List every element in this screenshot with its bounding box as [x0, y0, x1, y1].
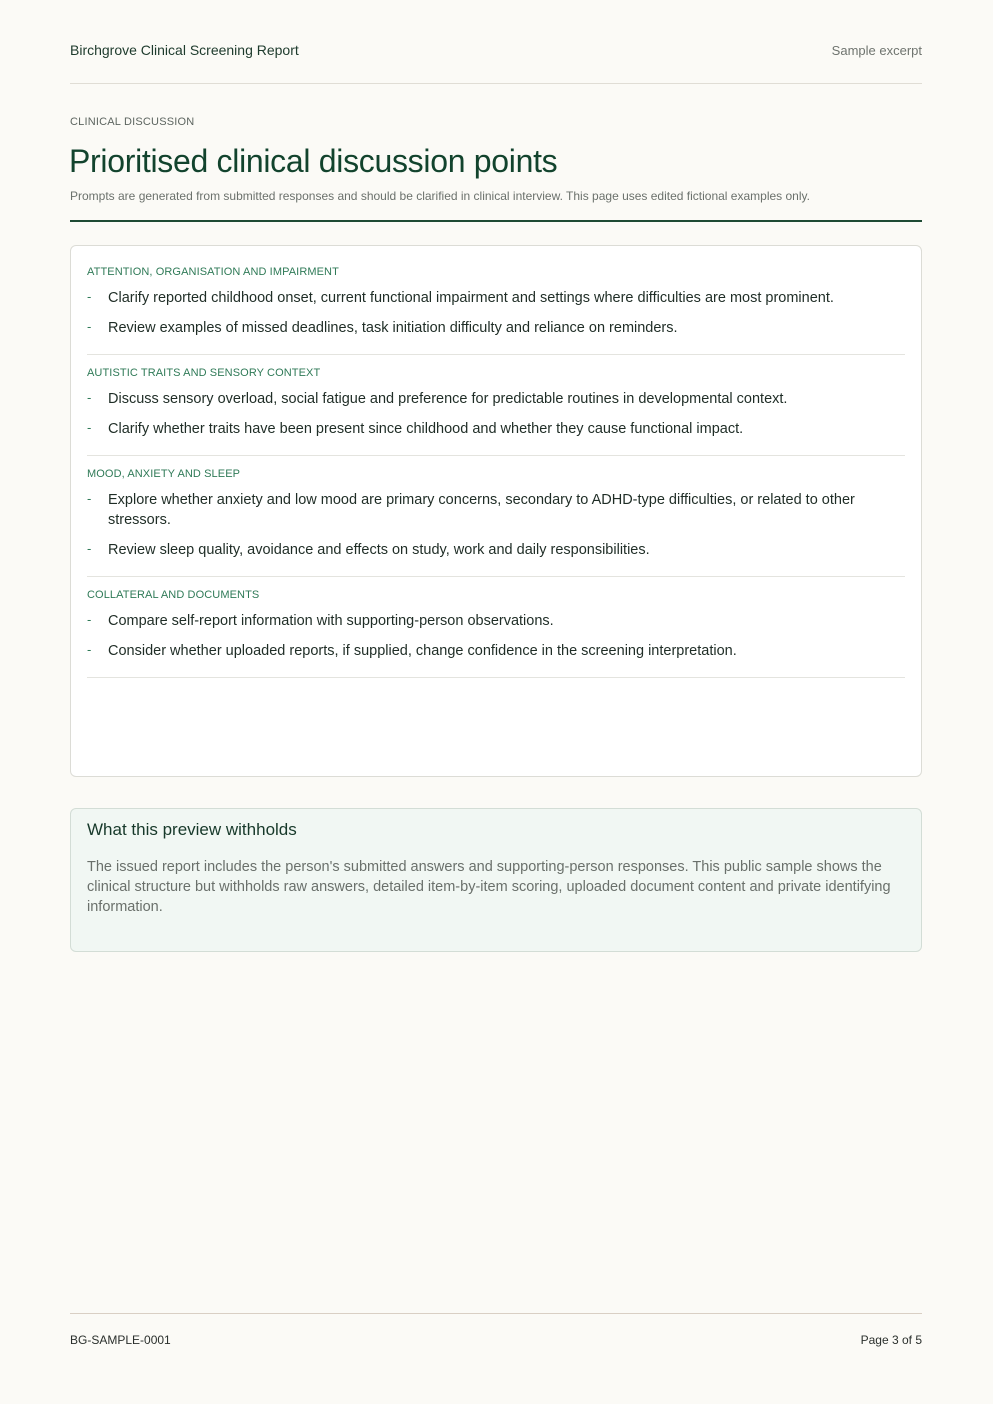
bullet-dash-icon: - [87, 420, 92, 435]
discussion-item [87, 540, 905, 560]
discussion-section [87, 265, 905, 355]
bullet-dash-icon: - [87, 491, 92, 506]
discussion-item [87, 389, 905, 409]
bullet-dash-icon: - [87, 319, 92, 334]
discussion-item-text: Discuss sensory overload, social fatigue and preference for predictable routines in developmental context. [108, 391, 788, 407]
discussion-item [87, 611, 905, 631]
discussion-item-text: Review sleep quality, avoidance and effects on study, work and daily responsibilities. [108, 542, 650, 558]
section-heading: AUTISTIC TRAITS AND SENSORY CONTEXT [87, 367, 321, 379]
discussion-item-text: Clarify reported childhood onset, current functional impairment and settings where difficulties are most prominent. [108, 290, 834, 306]
discussion-item-text: Compare self-report information with supporting-person observations. [108, 613, 554, 629]
discussion-item [87, 318, 905, 338]
page-subtitle: Prompts are generated from submitted responses and should be clarified in clinical interview. This page uses edited fictional examples only. [70, 189, 810, 203]
bullet-dash-icon: - [87, 289, 92, 304]
discussion-item [87, 288, 905, 308]
section-eyebrow: CLINICAL DISCUSSION [70, 116, 195, 128]
discussion-points-card [70, 245, 922, 777]
sample-excerpt-label: Sample excerpt [831, 43, 922, 58]
footer-divider [70, 1313, 922, 1314]
discussion-section [87, 366, 905, 456]
discussion-item-text: Clarify whether traits have been present since childhood and whether they cause functional impact. [108, 421, 744, 437]
bullet-dash-icon: - [87, 642, 92, 657]
report-header [70, 42, 922, 58]
section-heading: MOOD, ANXIETY AND SLEEP [87, 468, 241, 480]
discussion-item-text: Explore whether anxiety and low mood are primary concerns, secondary to ADHD-type difficulties, or related to other stressors. [108, 492, 855, 528]
discussion-section [87, 588, 905, 678]
page-number: Page 3 of 5 [860, 1333, 922, 1347]
withheld-info-note [70, 808, 922, 952]
header-divider [70, 83, 922, 84]
report-title: Birchgrove Clinical Screening Report [70, 42, 299, 58]
discussion-item [87, 419, 905, 439]
note-title: What this preview withholds [87, 820, 297, 839]
bullet-dash-icon: - [87, 612, 92, 627]
discussion-item [87, 641, 905, 661]
section-heading: COLLATERAL AND DOCUMENTS [87, 589, 260, 601]
report-footer [70, 1333, 922, 1347]
discussion-item [87, 490, 905, 530]
note-body: The issued report includes the person's submitted answers and supporting-person responses. This public sample shows the clinical structure but withholds raw answers, detailed item-by-item scoring, uploaded document content and private identifying information. [87, 859, 891, 915]
bullet-dash-icon: - [87, 390, 92, 405]
discussion-item-text: Consider whether uploaded reports, if supplied, change confidence in the screening interpretation. [108, 643, 737, 659]
section-heading: ATTENTION, ORGANISATION AND IMPAIRMENT [87, 266, 339, 278]
bullet-dash-icon: - [87, 541, 92, 556]
discussion-section [87, 467, 905, 577]
title-divider [70, 220, 922, 222]
page-title: Prioritised clinical discussion points [69, 143, 558, 179]
discussion-item-text: Review examples of missed deadlines, task initiation difficulty and reliance on reminders. [108, 320, 678, 336]
report-reference: BG-SAMPLE-0001 [70, 1333, 171, 1347]
